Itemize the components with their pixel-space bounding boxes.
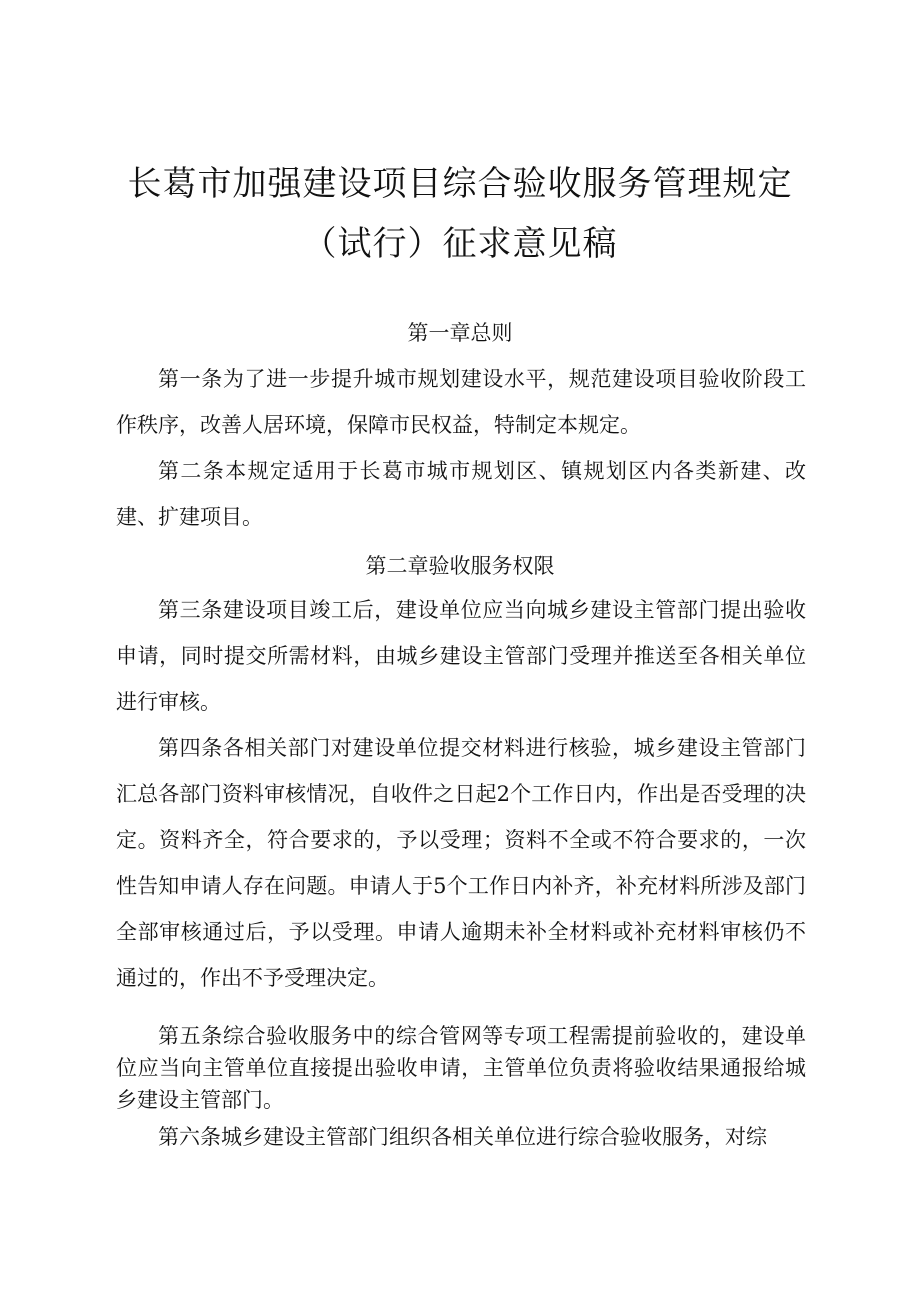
article-3: 第三条建设项目竣工后，建设单位应当向城乡建设主管部门提出验收申请，同时提交所需材料，由城乡建设主管部门受理并推送至各相关单位进行审核。	[116, 598, 806, 714]
article-2: 第二条本规定适用于长葛市城市规划区、镇规划区内各类新建、改建、扩建项目。	[116, 459, 806, 529]
article-4: 第四条各相关部门对建设单位提交材料进行核验，城乡建设主管部门汇总各部门资料审核情况，自收件之日起2个工作日内，作出是否受理的决定。资料齐全，符合要求的，予以受理；资料不全或不符合要求的，一次性告知申请人存在问题。申请人于5个工作日内补齐，补充材料所涉及部门全部审核通过后，予以受理。申请人逾期未补全材料或补充材料审核仍不通过的，作出不予受理决定。	[116, 736, 806, 990]
article-5: 第五条综合验收服务中的综合管网等专项工程需提前验收的，建设单位应当向主管单位直接提出验收申请，主管单位负责将验收结果通报给城乡建设主管部门。	[116, 1024, 806, 1112]
chapter-heading-2: 第二章验收服务权限	[365, 554, 555, 578]
document-title-line2: （试行）征求意见稿	[302, 224, 618, 264]
article-1: 第一条为了进一步提升城市规划建设水平，规范建设项目验收阶段工作秩序，改善人居环境，保障市民权益，特制定本规定。	[116, 367, 806, 437]
article-6: 第六条城乡建设主管部门组织各相关单位进行综合验收服务，对综	[158, 1125, 767, 1149]
chapter-heading-1: 第一章总则	[407, 321, 513, 345]
document-title-line1: 长葛市加强建设项目综合验收服务管理规定	[127, 164, 793, 204]
